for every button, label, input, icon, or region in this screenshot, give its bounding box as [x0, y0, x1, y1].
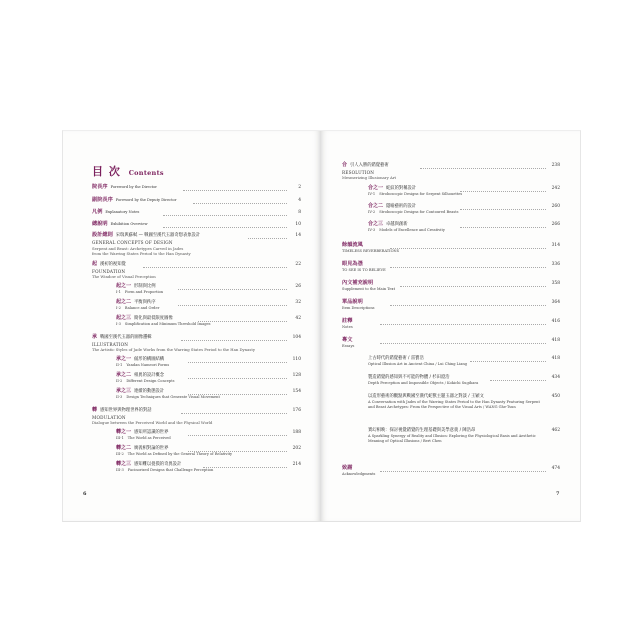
page-number: 128 — [292, 373, 301, 378]
toc-title-en: Contents — [128, 169, 164, 177]
page-number: 238 — [551, 163, 560, 168]
page-number: 188 — [292, 430, 301, 435]
page-number: 14 — [295, 233, 301, 238]
toc-entry[interactable]: 凡例 Explanatory Notes — [92, 209, 140, 215]
toc-entry[interactable]: 註釋 Notes — [342, 318, 353, 329]
page-number: 10 — [295, 222, 301, 227]
section-en: MODULATION — [92, 415, 126, 420]
toc-entry[interactable]: 單品說明 Item Descriptions — [342, 299, 375, 310]
essay-entry[interactable]: 製造錯覺的感知與不可能的物體 / 杉田澄浩 Depth Perception and Impossible Objects / Kokichi Sugihara — [368, 375, 479, 385]
toc-title — [92, 163, 164, 179]
toc-subentry[interactable]: 起之二 平衡與秩序 I-2 Balance and Order — [116, 299, 160, 310]
toc-subentry[interactable]: 合之三 卓越與創新 IV-3 Models of Excellence and Creativity — [368, 221, 445, 232]
page-number: 416 — [551, 319, 560, 324]
page-number: 110 — [292, 357, 301, 362]
page-number: 242 — [551, 186, 560, 191]
toc-subentry[interactable]: 合之二 隱喻藝術的設計 IV-2 Stroboscopic Designs for Contoured Beasts — [368, 203, 459, 214]
page-number: 450 — [551, 394, 560, 399]
toc-subentry[interactable]: 起之三 簡化與最低限度圖像 I-3 Simplification and Minimum Threshold Images — [116, 315, 211, 326]
page-number: 314 — [551, 243, 560, 248]
toc-entry[interactable]: 內文補充說明 Supplement to the Main Text — [342, 280, 396, 291]
left-page-number: 6 — [83, 491, 87, 497]
section-subtitle-line: from the Warring States Period to the Han Dynasty — [92, 251, 191, 256]
page-number: 418 — [551, 338, 560, 343]
page-number: 154 — [292, 389, 301, 394]
toc-subentry[interactable]: 轉之三 感知難以捉摸的奇異設計 III-3 Facinorized Designs that Challenge Perception — [116, 461, 214, 472]
toc-subentry[interactable]: 承之二 相異的設計概念 II-2 Different Design Concepts — [116, 372, 175, 383]
page-number: 474 — [551, 466, 560, 471]
section-subtitle-line: Serpent and Beast: Archetypes Carved in Jades — [92, 246, 184, 251]
section-sub: The Window of Visual Perception — [92, 274, 156, 279]
book-spread — [62, 130, 580, 520]
toc-subentry[interactable]: 承之三 連續的動態設計 II-3 Design Techniques that Generate Visual Movement — [116, 388, 220, 399]
toc-entry[interactable]: 設計總則 宋瑞與蘇軾 — 戰國至漢代玉器奇想表象設計 — [92, 232, 201, 238]
section-en: FOUNDATION — [92, 269, 126, 274]
toc-entry[interactable]: 院長序 Foreword by the Director — [92, 184, 157, 190]
section-sub: The Artistic Styles of Jade Works from the Warring States Period to the Han Dynasty — [92, 347, 256, 352]
page-number: 418 — [551, 356, 560, 361]
page-number: 336 — [551, 262, 560, 267]
toc-entry[interactable]: 總說明 Exhibition Overview — [92, 221, 148, 227]
section-modulation[interactable]: 轉 感知世界與物理世界的對話 — [92, 407, 152, 413]
section-sub: Dialogue between the Perceived World and the Physical World — [92, 420, 213, 425]
page-number: 42 — [295, 316, 301, 321]
page-number: 22 — [295, 262, 301, 267]
section-illustration[interactable]: 承 戰國至漢代玉器的圖像邏輯 — [92, 334, 152, 340]
page-number: 8 — [298, 210, 301, 215]
right-page-number: 7 — [556, 491, 560, 497]
toc-subentry[interactable]: 轉之二 廣義相對論的世界 III-2 The World as Defined by the General Theory of Relativity — [116, 445, 233, 456]
toc-subentry[interactable]: 轉之一 感知所認識的世界 III-1 The World as Perceived — [116, 429, 171, 440]
section-sub: Mesmerizing Illusionary Art — [342, 175, 397, 180]
page-number: 364 — [551, 300, 560, 305]
page-number: 4 — [298, 198, 301, 203]
section-en: RESOLUTION — [342, 170, 375, 175]
section-resolution[interactable]: 合 引人入勝的錯覺藝術 — [342, 162, 389, 168]
page-number: 358 — [551, 281, 560, 286]
left-page — [62, 130, 321, 522]
essay-entry[interactable]: 上古時代的錯覺藝術 / 雷寶浩 Optical Illusion Art in Ancient China / Lui Ching Liang — [368, 356, 467, 366]
page-number: 26 — [295, 284, 301, 289]
toc-entry[interactable]: 餘韻流風 TIMELESS REVERBERATIONS — [342, 242, 400, 253]
toc-entry[interactable]: 眼見為憑 TO SEE IS TO BELIEVE — [342, 261, 386, 272]
page-number: 104 — [292, 335, 301, 340]
toc-subentry[interactable]: 承之一 俑形的構圖結構 II-1 Yandan Nameori Forms — [116, 356, 170, 367]
essay-entry[interactable]: 以造形藝術的觀點與戰國至漢代蛇獸主題玉器之對談 / 王穎文 A Conversation with Jades of the Warring States Period to the Han Dynasty Featuring Serpent and Beast Archetypes: From the Perspective of the Visual Arts / WANG Ghe-Tsun — [368, 394, 540, 410]
section-subtitle: GENERAL CONCEPTS OF DESIGN — [92, 240, 173, 245]
toc-subentry[interactable]: 合之一 蛇紋的對稱設計 IV-1 Stroboscopic Designs for Serpent Silhouettes — [368, 185, 463, 196]
page-number: 214 — [292, 462, 301, 467]
toc-title-zh: 目 次 — [92, 165, 121, 178]
page-number: 266 — [551, 222, 560, 227]
page-number: 260 — [551, 204, 560, 209]
page-number: 32 — [295, 300, 301, 305]
page-number: 462 — [551, 428, 560, 433]
right-page — [320, 130, 581, 522]
page-number: 434 — [551, 375, 560, 380]
page-number: 2 — [298, 185, 301, 190]
section-en: ILLUSTRATION — [92, 342, 129, 347]
section-foundation[interactable]: 起 漢初的視知覺 — [92, 261, 126, 267]
essay-entry[interactable]: 實幻相映：探討視覺錯覺的生理基礎與美學意義 / 陳浩昂 A Sparkling Synergy of Reality and Illusion: Exploring the Physiological Basis and Aesthetic Meaning of Optical Illusions / Bert Chen — [368, 428, 536, 444]
toc-entry[interactable]: 副院長序 Foreword by the Deputy Director — [92, 197, 177, 203]
toc-subentry[interactable]: 起之一 形制與比例 I-1 Form and Proportion — [116, 283, 164, 294]
toc-entry[interactable]: 致謝 Acknowledgments — [342, 465, 376, 476]
page-number: 202 — [292, 446, 301, 451]
page-number: 176 — [292, 408, 301, 413]
toc-entry[interactable]: 專文 Essays — [342, 337, 355, 348]
